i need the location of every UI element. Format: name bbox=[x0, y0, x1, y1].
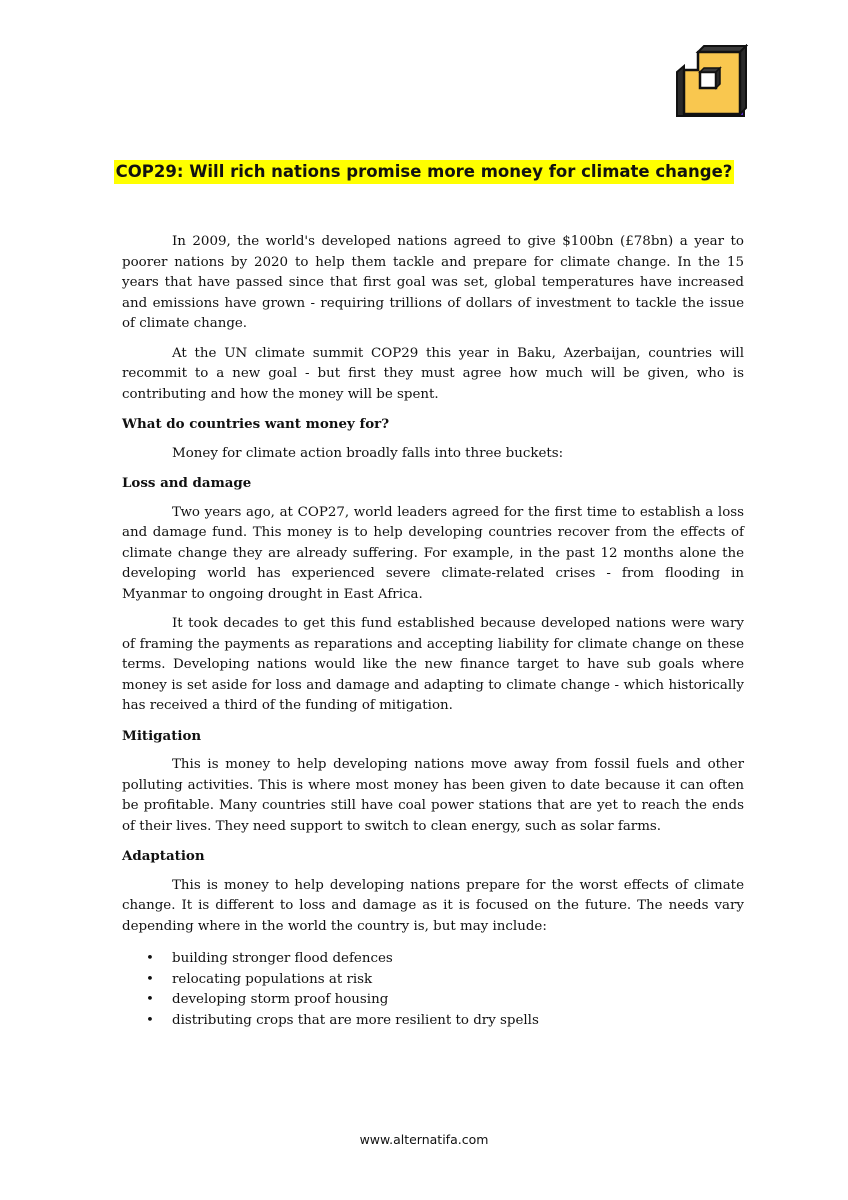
list-item bbox=[122, 949, 744, 970]
list-item-text: building stronger flood defences bbox=[172, 951, 393, 966]
logo-mark-icon bbox=[676, 44, 748, 118]
alternatifa-logo bbox=[676, 44, 748, 118]
article-body bbox=[122, 232, 744, 1031]
list-item bbox=[122, 970, 744, 991]
list-item-text: distributing crops that are more resilient to dry spells bbox=[172, 1012, 539, 1028]
page-title: COP29: Will rich nations promise more money for climate change? bbox=[114, 160, 735, 184]
title-container bbox=[0, 160, 848, 184]
footer-website: www.alternatifa.com bbox=[359, 1132, 489, 1147]
bullet-icon: • bbox=[146, 971, 154, 987]
bullet-icon: • bbox=[146, 951, 154, 966]
list-item bbox=[122, 1011, 744, 1032]
list-item-text: relocating populations at risk bbox=[172, 971, 373, 987]
paragraph-loss-1: Two years ago, at COP27, world leaders agreed for the first time to establish a loss and damage fund. This money is to help developing countries recover from the effects of climate change they are already suffering. For example, in the past 12 months alone the developing world has experienced severe climate-related crises - from flooding in Myanmar to ongoing drought in East Africa. bbox=[122, 504, 744, 602]
paragraph-adaptation: This is money to help developing nations prepare for the worst effects of climate change. It is different to loss and damage as it is focused on the future. The needs vary depending where in the world the country is, but may include: bbox=[122, 877, 744, 934]
bullet-icon: • bbox=[146, 992, 154, 1007]
paragraph-loss-2: It took decades to get this fund established because developed nations were wary of framing the payments as reparations and accepting liability for climate change on these terms. Developing nations would like the new finance target to have sub goals where money is set aside for loss and damage and adapting to climate change - which historically has received a third of the funding of mitigation. bbox=[122, 616, 744, 713]
list-item-text: developing storm proof housing bbox=[172, 992, 389, 1007]
paragraph-intro-2: At the UN climate summit COP29 this year in Baku, Azerbaijan, countries will recommit to a new goal - but first they must agree how much will be given, who is contributing and how the money will be spent. bbox=[122, 345, 744, 402]
adaptation-list bbox=[122, 949, 744, 1031]
paragraph-buckets: Money for climate action broadly falls into three buckets: bbox=[172, 445, 564, 461]
heading-loss-and-damage: Loss and damage bbox=[122, 475, 252, 491]
heading-mitigation: Mitigation bbox=[122, 727, 202, 744]
list-item bbox=[122, 990, 744, 1011]
heading-what-countries-want: What do countries want money for? bbox=[122, 416, 390, 432]
bullet-icon: • bbox=[146, 1012, 154, 1028]
paragraph-intro-1: In 2009, the world's developed nations agreed to give $100bn (£78bn) a year to poorer nations by 2020 to help them tackle and prepare for climate change. In the 15 years that have passed since that first goal was set, global temperatures have increased and emissions have grown - requiring trillions of dollars of investment to tackle the issue of climate change. bbox=[122, 234, 744, 331]
paragraph-mitigation: This is money to help developing nations move away from fossil fuels and other polluting activities. This is where most money has been given to date because it can often be profitable. Many countries still have coal power stations that are yet to reach the ends of their lives. They need support to switch to clean energy, such as solar farms. bbox=[122, 757, 744, 834]
heading-adaptation: Adaptation bbox=[122, 848, 205, 864]
